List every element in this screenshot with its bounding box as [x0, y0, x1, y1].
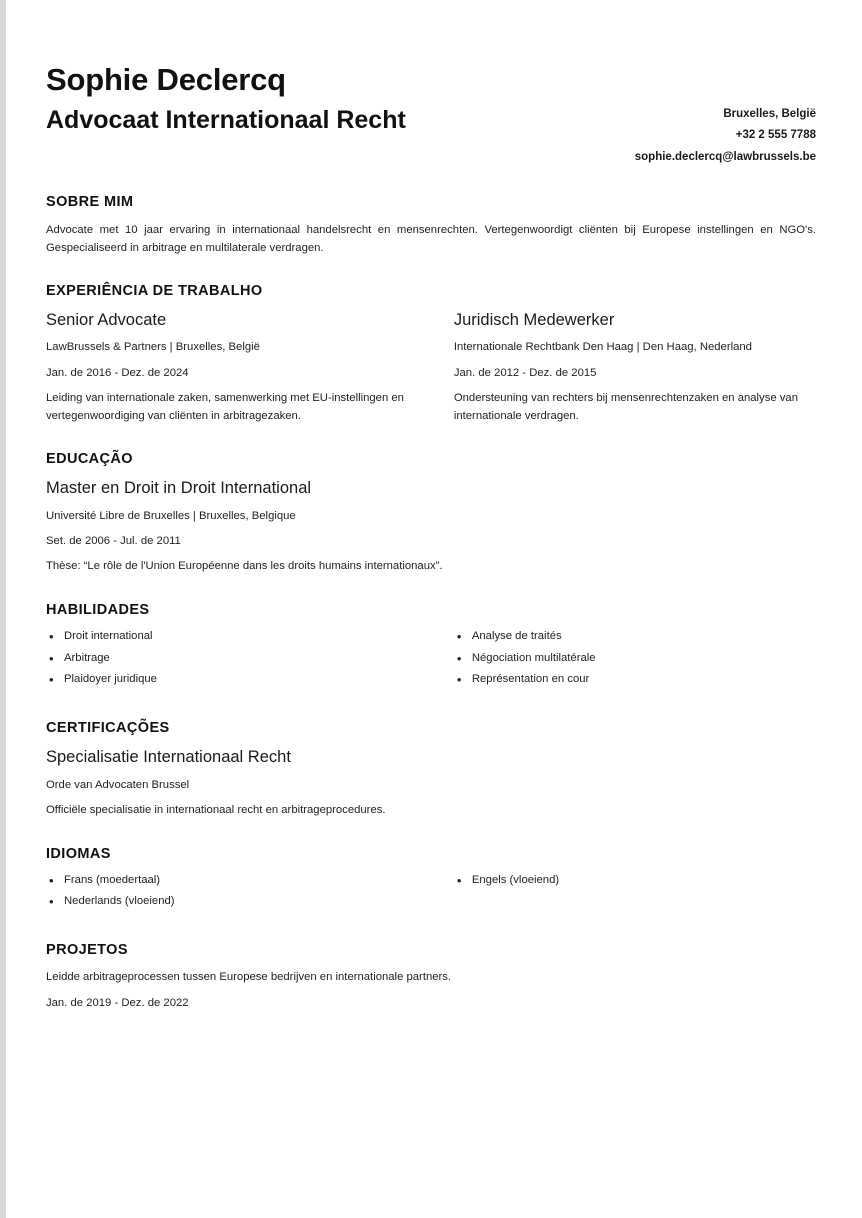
list-item: • Plaidoyer juridique	[46, 672, 416, 688]
experience-heading: EXPERIÊNCIA DE TRABALHO	[46, 282, 263, 299]
contact-location: Bruxelles, België	[723, 108, 816, 120]
experience-description: Leiding van internationale zaken, samenwerking met EU-instellingen en vertegenwoordiging van cliënten in arbitragezaken.	[46, 392, 404, 422]
summary-text: Advocate met 10 jaar ervaring in internationaal handelsrecht en mensenrechten. Vertegenwoordigt cliënten bij Europese instellingen en NGO's. Gespecialiseerd in arbitrage en multilaterale verdragen.	[46, 223, 816, 254]
experience-company: Internationale Rechtbank Den Haag | Den Haag, Nederland	[453, 341, 752, 354]
projects-heading: PROJETOS	[46, 942, 128, 959]
section-education	[46, 451, 816, 576]
list-item: • Arbitrage	[46, 651, 416, 667]
certification-name: Specialisatie Internationaal Recht	[46, 748, 291, 767]
summary-heading: SOBRE MIM	[46, 193, 134, 210]
skills-heading: HABILIDADES	[46, 601, 150, 618]
list-item: • Engels (vloeiend)	[454, 873, 816, 889]
languages-column-left	[46, 873, 416, 917]
experience-company: LawBrussels & Partners | Bruxelles, België	[46, 341, 260, 354]
certification-description: Officiële specialisatie in internationaal recht en arbitrageprocedures.	[46, 804, 386, 817]
list-item: • Droit international	[46, 629, 416, 645]
contact-email[interactable]: sophie.declercq@lawbrussels.be	[634, 150, 816, 163]
skills-column-left	[46, 629, 416, 694]
candidate-title: Advocaat Internationaal Recht	[46, 105, 406, 134]
project-item	[46, 969, 816, 1011]
education-degree: Master en Droit in Droit International	[46, 479, 312, 498]
list-item: • Représentation en cour	[454, 672, 816, 688]
header-identity	[46, 62, 635, 135]
experience-role: Juridisch Medewerker	[453, 310, 615, 329]
project-dates: Jan. de 2019 - Dez. de 2022	[46, 996, 189, 1009]
experience-dates: Jan. de 2012 - Dez. de 2015	[453, 366, 597, 379]
experience-dates: Jan. de 2016 - Dez. de 2024	[46, 366, 189, 379]
education-school: Université Libre de Bruxelles | Bruxelles, Belgique	[46, 509, 296, 522]
section-experience	[46, 283, 816, 425]
list-item: • Frans (moedertaal)	[46, 873, 416, 889]
languages-column-right	[446, 873, 816, 917]
contact-block	[635, 62, 816, 168]
left-accent-bar	[0, 0, 6, 1218]
education-item	[46, 478, 816, 576]
experience-role: Senior Advocate	[46, 310, 167, 329]
certifications-heading: CERTIFICAÇÕES	[46, 720, 170, 737]
section-skills	[46, 602, 816, 694]
education-heading: EDUCAÇÃO	[46, 451, 133, 468]
section-certifications	[46, 720, 816, 819]
candidate-name: Sophie Declercq	[46, 62, 286, 97]
list-item: • Analyse de traités	[454, 629, 816, 645]
languages-heading: IDIOMAS	[46, 845, 111, 862]
section-languages	[46, 846, 816, 917]
list-item: • Négociation multilatérale	[454, 651, 816, 667]
experience-item	[46, 310, 416, 425]
contact-phone: +32 2 555 7788	[735, 129, 816, 142]
resume-header	[46, 62, 816, 168]
project-description: Leidde arbitrageprocessen tussen Europese bedrijven en internationale partners.	[46, 971, 452, 984]
list-item: • Nederlands (vloeiend)	[46, 894, 416, 910]
education-dates: Set. de 2006 - Jul. de 2011	[46, 534, 181, 547]
education-description: Thèse: “Le rôle de l'Union Européenne dans les droits humains internationaux”.	[46, 560, 443, 573]
section-summary	[46, 194, 816, 257]
certification-issuer: Orde van Advocaten Brussel	[46, 778, 190, 791]
experience-description: Ondersteuning van rechters bij mensenrechtenzaken en analyse van internationale verdragen.	[453, 392, 798, 422]
experience-item	[446, 310, 816, 425]
skills-column-right	[446, 629, 816, 694]
section-projects	[46, 942, 816, 1011]
certification-item	[46, 747, 816, 819]
